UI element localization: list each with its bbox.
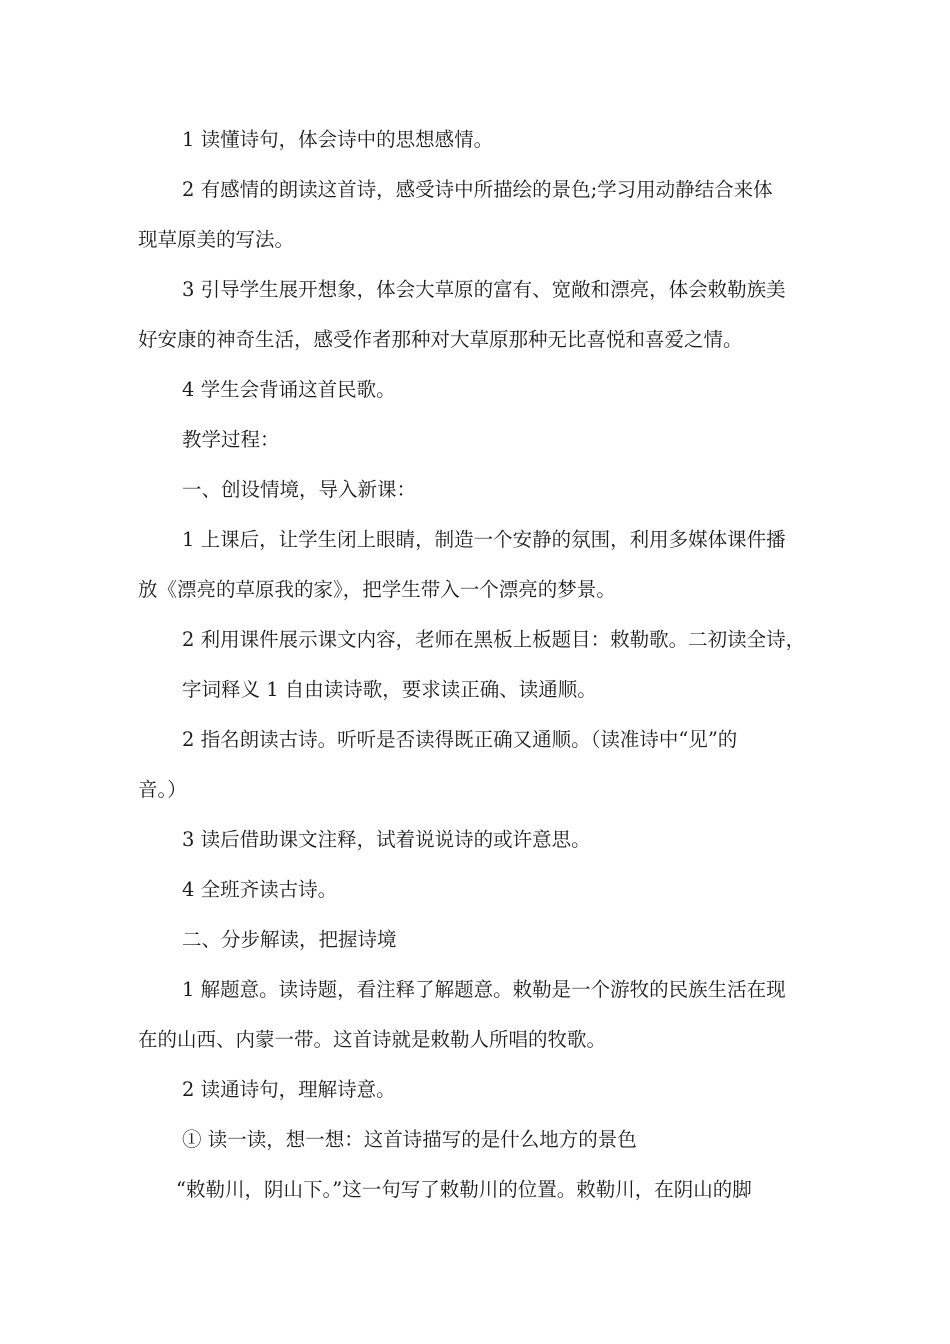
objective-3-line-2: 好安康的神奇生活，感受作者那种对大草原那种无比喜悦和喜爱之情。 — [138, 328, 743, 351]
objective-3-line-1: 3 引导学生展开想象，体会大草原的富有、宽敞和漂亮，体会敕勒族美 — [182, 278, 786, 301]
section-heading-1: 一、创设情境，导入新课： — [182, 478, 417, 501]
analysis-2-item-1: ① 读一读，想一想：这首诗描写的是什么地方的景色 — [182, 1128, 637, 1151]
objective-1: 1 读懂诗句，体会诗中的思想感情。 — [182, 128, 494, 151]
step-2-line-1: 2 利用课件展示课文内容，老师在黑板上板题目：敕勒歌。二初读全诗， — [182, 628, 806, 651]
reading-2-line-2: 音。） — [138, 778, 187, 801]
section-heading-process: 教学过程： — [182, 428, 280, 451]
reading-3: 3 读后借助课文注释，试着说说诗的或许意思。 — [182, 828, 591, 851]
analysis-2-quote: “敕勒川，阴山下。”这一句写了敕勒川的位置。敕勒川，在阴山的脚 — [176, 1178, 752, 1201]
reading-2-line-1: 2 指名朗读古诗。听听是否读得既正确又通顺。（读准诗中“见”的 — [182, 728, 738, 751]
objective-2-line-2: 现草原美的写法。 — [138, 228, 295, 251]
analysis-2: 2 读通诗句，理解诗意。 — [182, 1078, 396, 1101]
reading-4: 4 全班齐读古诗。 — [182, 878, 338, 901]
section-heading-2: 二、分步解读，把握诗境 — [182, 928, 397, 951]
objective-4: 4 学生会背诵这首民歌。 — [182, 378, 396, 401]
objective-2-line-1: 2 有感情的朗读这首诗，感受诗中所描绘的景色;学习用动静结合来体 — [182, 178, 773, 201]
analysis-1-line-2: 在的山西、内蒙一带。这首诗就是敕勒人所唱的牧歌。 — [138, 1028, 607, 1051]
step-1-line-2: 放《漂亮的草原我的家》，把学生带入一个漂亮的梦景。 — [138, 578, 616, 601]
analysis-1-line-1: 1 解题意。读诗题，看注释了解题意。敕勒是一个游牧的民族生活在现 — [182, 978, 786, 1001]
step-1-line-1: 1 上课后，让学生闭上眼睛，制造一个安静的氛围，利用多媒体课件播 — [182, 528, 786, 551]
step-2-line-2: 字词释义 1 自由读诗歌，要求读正确、读通顺。 — [182, 678, 597, 701]
